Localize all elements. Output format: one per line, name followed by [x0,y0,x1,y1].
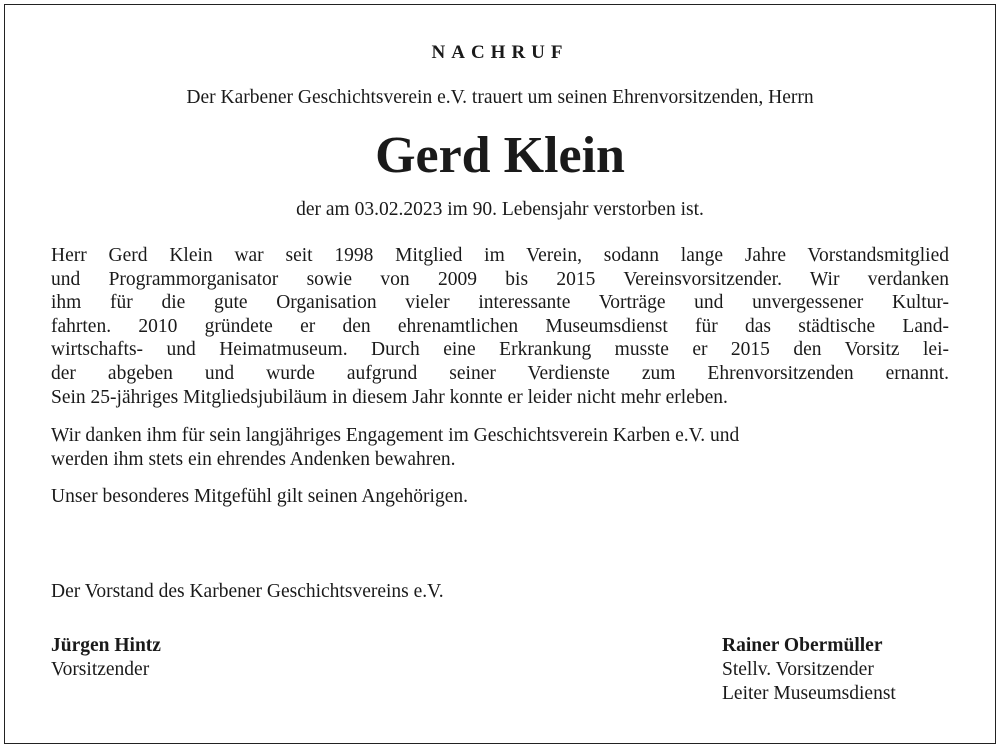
text-line: werden ihm stets ein ehrendes Andenken bewahren. [51,448,456,470]
text-line: Sein 25-jähriges Mitgliedsjubiläum in diesem Jahr konnte er leider nicht mehr erleben. [51,386,728,408]
signatory-left [51,634,161,682]
text-line: der abgeben und wurde aufgrund seiner Verdienste zum Ehrenvorsitzenden ernannt. [51,362,949,384]
text-line: ihm für die gute Organisation vieler interessante Vorträge und unvergessener Kultur- [51,292,949,314]
signatory-role: Leiter Museumsdienst [722,683,896,704]
text-line: fahrten. 2010 gründete er den ehrenamtlichen Museumsdienst für das städtische Land- [51,315,949,337]
notice-heading: NACHRUF [431,42,569,63]
signatory-role: Stellv. Vorsitzender [722,659,874,680]
text-line: und Programmorganisator sowie von 2009 bis 2015 Vereinsvorsitzender. Wir verdanken [51,268,949,290]
text-line: Unser besonderes Mitgefühl gilt seinen Angehörigen. [51,486,468,507]
signatory-right [722,634,896,706]
death-line: der am 03.02.2023 im 90. Lebensjahr verstorben ist. [296,199,704,220]
signatory-name: Jürgen Hintz [51,635,161,656]
board-line: Der Vorstand des Karbener Geschichtsvereins e.V. [51,581,444,602]
signatory-role: Vorsitzender [51,659,150,680]
text-line: Wir danken ihm für sein langjähriges Engagement im Geschichtsverein Karben e.V. und [51,425,740,446]
paragraph-thanks [51,424,949,471]
paragraph-biography [51,244,949,409]
text-line: Herr Gerd Klein war seit 1998 Mitglied im Verein, sodann lange Jahre Vorstandsmitglied [51,245,949,266]
intro-line: Der Karbener Geschichtsverein e.V. trauert um seinen Ehrenvorsitzenden, Herrn [186,87,814,108]
paragraph-condolence [51,485,949,509]
deceased-name: Gerd Klein [375,127,625,184]
text-line: wirtschafts- und Heimatmuseum. Durch eine Erkrankung musste er 2015 den Vorsitz lei- [51,339,949,361]
signatory-name: Rainer Obermüller [722,635,883,656]
